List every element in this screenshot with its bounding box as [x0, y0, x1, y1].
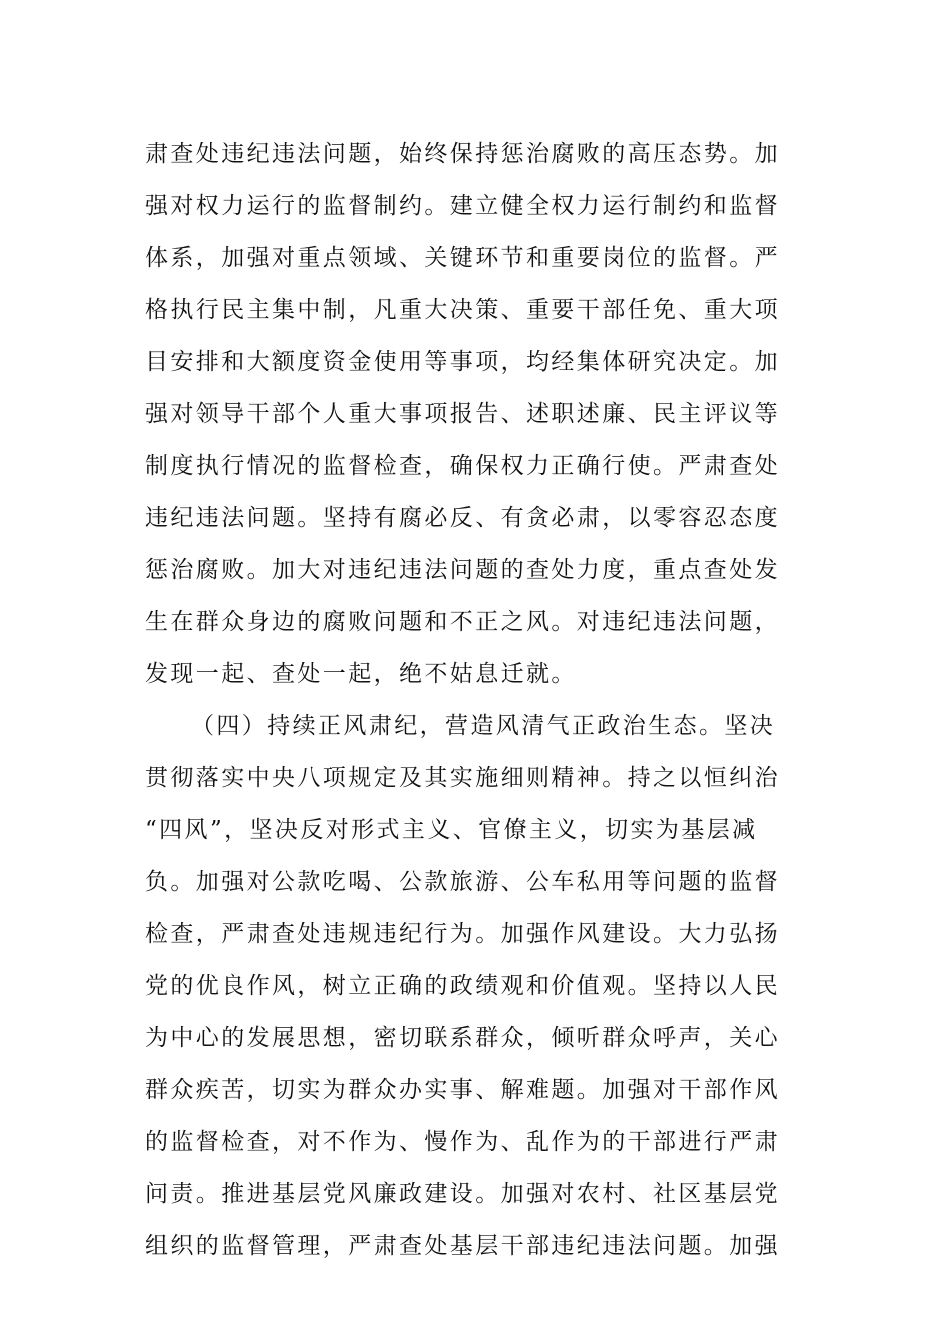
text-line: 生在群众身边的腐败问题和不正之风。对违纪违法问题， — [145, 609, 780, 635]
text-line: 问责。推进基层党风廉政建设。加强对农村、社区基层党 — [145, 1181, 780, 1207]
text-line: 为中心的发展思想，密切联系群众，倾听群众呼声，关心 — [145, 1025, 780, 1051]
text-line: 群众疾苦，切实为群众办实事、解难题。加强对干部作风 — [145, 1077, 780, 1103]
text-line: 负。加强对公款吃喝、公款旅游、公车私用等问题的监督 — [145, 869, 780, 895]
body-text — [145, 136, 815, 1280]
text-line: 违纪违法问题。坚持有腐必反、有贪必肃，以零容忍态度 — [145, 505, 780, 531]
text-line: 发现一起、查处一起，绝不姑息迁就。 — [145, 661, 577, 687]
section-heading-line: （四）持续正风肃纪，营造风清气正政治生态。坚决 — [191, 713, 776, 739]
text-line: 党的优良作风，树立正确的政绩观和价值观。坚持以人民 — [145, 973, 780, 999]
text-line: 组织的监督管理，严肃查处基层干部违纪违法问题。加强 — [145, 1233, 780, 1259]
text-line: 惩治腐败。加大对违纪违法问题的查处力度，重点查处发 — [145, 557, 780, 583]
text-line: 强对权力运行的监督制约。建立健全权力运行制约和监督 — [145, 193, 780, 219]
text-line: 的监督检查，对不作为、慢作为、乱作为的干部进行严肃 — [145, 1129, 780, 1155]
text-line: 格执行民主集中制，凡重大决策、重要干部任免、重大项 — [145, 297, 780, 323]
text-line: 贯彻落实中央八项规定及其实施细则精神。持之以恒纠治 — [145, 765, 780, 791]
text-line: 强对领导干部个人重大事项报告、述职述廉、民主评议等 — [145, 401, 780, 427]
text-line: 肃查处违纪违法问题，始终保持惩治腐败的高压态势。加 — [145, 141, 780, 167]
text-line: 体系，加强对重点领域、关键环节和重要岗位的监督。严 — [145, 245, 780, 271]
text-line: 检查，严肃查处违规违纪行为。加强作风建设。大力弘扬 — [145, 921, 780, 947]
text-line: 目安排和大额度资金使用等事项，均经集体研究决定。加 — [145, 349, 780, 375]
text-line: “四风”，坚决反对形式主义、官僚主义，切实为基层减 — [145, 817, 758, 843]
text-line: 制度执行情况的监督检查，确保权力正确行使。严肃查处 — [145, 453, 780, 479]
